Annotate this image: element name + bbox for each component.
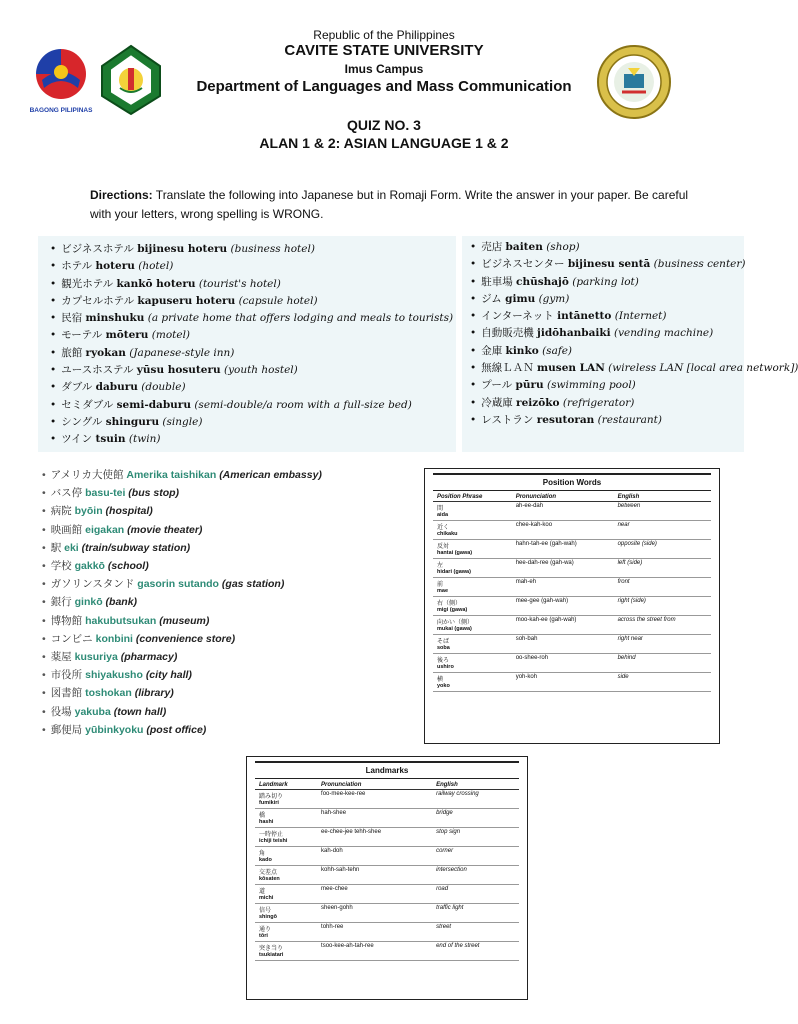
- romaji-term: kinko: [505, 344, 539, 357]
- kanji-term: 後ろ: [437, 658, 450, 664]
- japanese-term: 金庫: [481, 344, 503, 357]
- bagong-pilipinas-text: BAGONG PILIPINAS: [29, 107, 93, 114]
- english-meaning: (city hall): [145, 669, 192, 682]
- pronunciation-cell: tsoo-kee-ah-tah-ree: [317, 942, 432, 961]
- vocab-list-left: [38, 236, 456, 449]
- table-row: [255, 885, 519, 904]
- list-item: [50, 276, 456, 293]
- english-meaning: (refrigerator): [562, 396, 635, 409]
- romaji-term: hoteru: [95, 260, 135, 273]
- romaji-term: pūru: [515, 379, 544, 392]
- table-row: [433, 540, 711, 559]
- romaji-term: minshuku: [85, 312, 145, 325]
- pronunciation-cell: foo-mee-kee-ree: [317, 790, 432, 809]
- term-cell: [255, 904, 317, 923]
- romaji-term: bijinesu sentā: [567, 258, 651, 271]
- list-item: [50, 258, 456, 275]
- romaji-term: byōin: [74, 505, 103, 518]
- list-item: [42, 666, 322, 684]
- romaji-term: mukai (gawa): [437, 626, 472, 632]
- table-row: [433, 521, 711, 540]
- english-meaning: (American embassy): [219, 469, 322, 481]
- english-cell: end of the street: [432, 942, 519, 961]
- list-item: [42, 502, 322, 520]
- romaji-term: mae: [437, 588, 449, 594]
- japanese-term: アメリカ大使館: [50, 469, 124, 481]
- kanji-term: 角: [259, 851, 266, 857]
- japanese-term: プール: [481, 379, 513, 392]
- english-meaning: (museum): [159, 614, 210, 627]
- romaji-term: yūbinkyoku: [85, 723, 144, 736]
- pronunciation-cell: ah-ee-dah: [512, 502, 614, 521]
- list-item: [42, 521, 322, 539]
- english-meaning: (motel): [151, 329, 191, 342]
- english-meaning: (gas station): [221, 578, 285, 591]
- kanji-term: 横: [437, 677, 444, 683]
- japanese-term: インターネット: [481, 310, 554, 323]
- japanese-term: カプセルホテル: [61, 294, 135, 307]
- english-meaning: (restaurant): [597, 413, 662, 426]
- directions: [90, 186, 690, 224]
- romaji-term: gasorin sutando: [137, 578, 219, 591]
- english-meaning: (library): [134, 687, 174, 700]
- romaji-term: fumikiri: [259, 800, 279, 806]
- course-title: ALAN 1 & 2: ASIAN LANGUAGE 1 & 2: [259, 135, 509, 151]
- term-cell: [433, 540, 512, 559]
- japanese-term: 旅館: [61, 346, 83, 359]
- list-item: [50, 397, 456, 414]
- japanese-term: 市役所: [50, 669, 83, 682]
- republic-line: Republic of the Philippines: [313, 28, 455, 42]
- english-cell: between: [614, 502, 711, 521]
- term-cell: [433, 673, 512, 692]
- kanji-term: 右（側）: [437, 601, 462, 607]
- japanese-term: ビジネスホテル: [61, 243, 134, 255]
- romaji-term: gakkō: [74, 560, 105, 573]
- japanese-term: 無線ＬＡＮ: [481, 362, 534, 375]
- list-item: [42, 575, 322, 593]
- english-meaning: (train/subway station): [81, 541, 191, 554]
- english-cell: bridge: [432, 809, 519, 828]
- term-cell: [255, 923, 317, 942]
- english-meaning: (tourist's hotel): [198, 277, 281, 290]
- romaji-term: konbini: [95, 632, 133, 645]
- romaji-term: baiten: [505, 241, 543, 253]
- list-item: [50, 345, 456, 362]
- list-item: [50, 310, 456, 327]
- romaji-term: mōteru: [105, 329, 149, 342]
- english-cell: traffic light: [432, 904, 519, 923]
- term-cell: [255, 885, 317, 904]
- japanese-term: 冷蔵庫: [481, 396, 513, 409]
- list-item: [42, 684, 322, 702]
- list-item: [42, 648, 322, 666]
- english-cell: side: [614, 673, 711, 692]
- english-meaning: (shop): [546, 241, 580, 253]
- pronunciation-cell: kohh-sah-tehn: [317, 866, 432, 885]
- japanese-term: 郵便局: [50, 723, 83, 736]
- english-cell: right near: [614, 635, 711, 654]
- pronunciation-cell: mee-gee (gah-wah): [512, 597, 614, 616]
- romaji-term: yoko: [437, 683, 450, 689]
- romaji-term: gimu: [505, 292, 536, 305]
- kanji-term: 橋: [259, 813, 266, 819]
- table-row: [433, 616, 711, 635]
- romaji-term: hidari (gawa): [437, 569, 471, 575]
- kanji-term: 突き当り: [259, 946, 284, 952]
- pronunciation-cell: chee-kah-koo: [512, 521, 614, 540]
- col-header: Pronunciation: [512, 493, 614, 502]
- romaji-term: basu-tei: [85, 487, 126, 500]
- romaji-term: hantai (gawa): [437, 550, 473, 556]
- table-row: [433, 559, 711, 578]
- table-row: [433, 578, 711, 597]
- table-row: [255, 923, 519, 942]
- english-cell: across the street from: [614, 616, 711, 635]
- english-meaning: (convenience store): [135, 632, 236, 645]
- japanese-term: 売店: [481, 241, 503, 253]
- pronunciation-cell: sheen-gohh: [317, 904, 432, 923]
- english-meaning: (capsule hotel): [238, 294, 318, 307]
- landmarks-table: [246, 756, 528, 1000]
- list-item: [50, 362, 456, 379]
- romaji-term: aida: [437, 512, 449, 518]
- table-row: [255, 809, 519, 828]
- japanese-term: 観光ホテル: [61, 277, 114, 290]
- romaji-term: kōsaten: [259, 876, 280, 882]
- list-item: [470, 360, 798, 377]
- english-meaning: (Internet): [614, 310, 667, 323]
- list-item: [470, 343, 744, 360]
- pronunciation-cell: mee-chee: [317, 885, 432, 904]
- term-cell: [255, 809, 317, 828]
- table-row: [255, 847, 519, 866]
- list-item: [42, 703, 322, 721]
- department-name: Department of Languages and Mass Communication: [196, 78, 572, 95]
- col-header: English: [614, 493, 711, 502]
- list-item: [470, 256, 744, 273]
- kanji-term: 通り: [259, 927, 272, 933]
- romaji-term: chūshajō: [516, 275, 569, 288]
- list-item: [42, 484, 322, 502]
- romaji-term: tsuin: [95, 433, 126, 446]
- romaji-term: bijinesu hoteru: [137, 243, 228, 255]
- list-item: [470, 291, 744, 308]
- japanese-term: 病院: [50, 505, 72, 518]
- table-row: [255, 790, 519, 809]
- vocab-list-right: [462, 236, 798, 429]
- english-meaning: (town hall): [113, 705, 167, 718]
- list-item: [50, 379, 456, 396]
- term-cell: [433, 616, 512, 635]
- pronunciation-cell: tohh-ree: [317, 923, 432, 942]
- japanese-term: ガソリンスタンド: [50, 578, 135, 591]
- english-meaning: (double): [141, 381, 186, 394]
- romaji-term: hashi: [259, 819, 274, 825]
- kanji-term: 間: [437, 506, 444, 512]
- table-row: [433, 597, 711, 616]
- english-meaning: (parking lot): [572, 275, 639, 288]
- list-item: [470, 412, 744, 429]
- english-cell: opposite (side): [614, 540, 711, 559]
- japanese-term: 映画館: [50, 523, 83, 536]
- pronunciation-cell: kah-doh: [317, 847, 432, 866]
- english-cell: left (side): [614, 559, 711, 578]
- english-meaning: (hotel): [138, 260, 174, 273]
- english-meaning: (gym): [538, 292, 570, 305]
- term-cell: [255, 828, 317, 847]
- english-cell: road: [432, 885, 519, 904]
- romaji-term: ushiro: [437, 664, 454, 670]
- english-cell: intersection: [432, 866, 519, 885]
- kanji-term: 交差点: [259, 870, 278, 876]
- japanese-term: ジム: [481, 292, 502, 305]
- japanese-term: 学校: [50, 560, 72, 573]
- pronunciation-cell: yoh-koh: [512, 673, 614, 692]
- english-meaning: (Japanese-style inn): [129, 346, 235, 359]
- romaji-term: shinguru: [105, 415, 160, 428]
- japanese-term: シングル: [61, 415, 103, 428]
- romaji-term: daburu: [95, 381, 138, 394]
- kanji-term: 向かい（側）: [437, 620, 474, 626]
- romaji-term: michi: [259, 895, 274, 901]
- table-row: [255, 866, 519, 885]
- romaji-term: toshokan: [85, 687, 132, 700]
- romaji-term: kado: [259, 857, 272, 863]
- list-item: [470, 308, 744, 325]
- vocab-panel-right: [462, 236, 798, 452]
- japanese-term: 図書館: [50, 687, 83, 700]
- japanese-term: 薬屋: [50, 651, 72, 664]
- quiz-title: QUIZ NO. 3: [347, 117, 421, 133]
- kanji-term: 反対: [437, 544, 450, 550]
- japanese-term: ツイン: [61, 433, 93, 446]
- japanese-term: コンビニ: [50, 632, 93, 645]
- campus-name: Imus Campus: [344, 62, 424, 76]
- romaji-term: jidōhanbaiki: [537, 327, 611, 340]
- japanese-term: 民宿: [61, 312, 83, 325]
- table-row: [433, 635, 711, 654]
- romaji-term: kusuriya: [74, 651, 118, 664]
- term-cell: [433, 521, 512, 540]
- english-cell: near: [614, 521, 711, 540]
- romaji-term: kankō hoteru: [116, 277, 196, 290]
- list-item: [50, 293, 456, 310]
- term-cell: [433, 502, 512, 521]
- kanji-term: 近く: [437, 525, 450, 531]
- kanji-term: 左: [437, 563, 444, 569]
- vocab-panel-left: [38, 236, 456, 452]
- pronunciation-cell: soh-bah: [512, 635, 614, 654]
- position-words-title: Position Words: [433, 473, 711, 491]
- romaji-term: tōri: [259, 933, 268, 939]
- romaji-term: yūsu hosuteru: [136, 364, 221, 377]
- kanji-term: 一時停止: [259, 832, 284, 838]
- list-item: [470, 239, 744, 256]
- list-item: [42, 557, 322, 575]
- romaji-term: reizōko: [516, 396, 560, 409]
- term-cell: [255, 866, 317, 885]
- english-meaning: (single): [162, 415, 203, 428]
- english-meaning: (wireless LAN [local area network]): [608, 362, 798, 375]
- english-meaning: (swimming pool): [547, 379, 636, 392]
- landmarks-title: Landmarks: [255, 761, 519, 779]
- romaji-term: eigakan: [85, 523, 125, 536]
- english-meaning: (semi-double/a room with a full-size bed): [194, 398, 412, 411]
- romaji-term: shingō: [259, 914, 278, 920]
- town-places-list: [42, 466, 322, 739]
- directions-text: Translate the following into Japanese but in Romaji Form. Write the answer in your paper. Be careful with your letters, wrong spelling is WRONG.: [90, 188, 689, 221]
- romaji-term: ichiji teishi: [259, 838, 288, 844]
- japanese-term: 自動販売機: [481, 327, 534, 340]
- list-item: [50, 414, 456, 431]
- table-row: [255, 942, 519, 961]
- english-cell: stop sign: [432, 828, 519, 847]
- term-cell: [255, 847, 317, 866]
- kanji-term: 踏み切り: [259, 794, 284, 800]
- english-cell: corner: [432, 847, 519, 866]
- term-cell: [255, 942, 317, 961]
- romaji-term: hakubutsukan: [85, 614, 157, 627]
- english-meaning: (post office): [146, 723, 207, 736]
- pronunciation-cell: moo-kah-ee (gah-wah): [512, 616, 614, 635]
- english-cell: behind: [614, 654, 711, 673]
- english-meaning: (bank): [105, 596, 138, 609]
- term-cell: [433, 578, 512, 597]
- term-cell: [433, 654, 512, 673]
- romaji-term: resutoran: [536, 413, 595, 426]
- list-item: [42, 612, 322, 630]
- english-cell: street: [432, 923, 519, 942]
- term-cell: [433, 635, 512, 654]
- list-item: [470, 274, 744, 291]
- english-cell: railway crossing: [432, 790, 519, 809]
- english-meaning: (youth hostel): [223, 364, 298, 377]
- english-cell: right (side): [614, 597, 711, 616]
- list-item: [470, 377, 744, 394]
- english-meaning: (pharmacy): [120, 651, 178, 664]
- romaji-term: semi-daburu: [116, 398, 191, 411]
- romaji-term: tsukiatari: [259, 952, 284, 958]
- col-header: English: [432, 781, 519, 790]
- english-meaning: (bus stop): [128, 487, 180, 500]
- pronunciation-cell: ee-chee-jee tehh-shee: [317, 828, 432, 847]
- romaji-term: migi (gawa): [437, 607, 468, 613]
- directions-label: Directions:: [90, 188, 153, 202]
- table-row: [255, 828, 519, 847]
- english-meaning: (twin): [128, 433, 161, 446]
- table-row: [255, 904, 519, 923]
- romaji-term: intānetto: [557, 310, 612, 323]
- romaji-term: Amerika taishikan: [126, 469, 217, 481]
- list-item: [42, 630, 322, 648]
- japanese-term: ホテル: [61, 260, 93, 273]
- kanji-term: 信号: [259, 908, 272, 914]
- list-item: [42, 466, 322, 484]
- english-meaning: (business hotel): [230, 243, 315, 255]
- romaji-term: ryokan: [85, 346, 126, 359]
- japanese-term: ビジネスセンター: [481, 258, 565, 271]
- term-cell: [433, 559, 512, 578]
- japanese-term: セミダブル: [61, 398, 114, 411]
- romaji-term: musen LAN: [537, 362, 605, 375]
- english-meaning: (a private home that offers lodging and meals to tourists): [147, 312, 454, 325]
- japanese-term: バス停: [50, 487, 83, 500]
- english-meaning: (hospital): [105, 505, 153, 518]
- list-item: [50, 241, 456, 258]
- list-item: [470, 325, 744, 342]
- list-item: [42, 539, 322, 557]
- table-row: [433, 673, 711, 692]
- pronunciation-cell: hahn-tah-ee (gah-wah): [512, 540, 614, 559]
- english-meaning: (movie theater): [127, 523, 203, 536]
- list-item: [42, 593, 322, 611]
- japanese-term: 博物館: [50, 614, 83, 627]
- romaji-term: soba: [437, 645, 450, 651]
- list-item: [50, 327, 456, 344]
- romaji-term: shiyakusho: [85, 669, 143, 682]
- position-words-table: [424, 468, 720, 744]
- university-name: CAVITE STATE UNIVERSITY: [284, 42, 484, 59]
- pronunciation-cell: mah-eh: [512, 578, 614, 597]
- col-header: Landmark: [255, 781, 317, 790]
- romaji-term: yakuba: [74, 705, 111, 718]
- english-cell: front: [614, 578, 711, 597]
- japanese-term: 銀行: [50, 596, 72, 609]
- table-row: [433, 654, 711, 673]
- pronunciation-cell: hah-shee: [317, 809, 432, 828]
- english-meaning: (vending machine): [614, 327, 714, 340]
- romaji-term: eki: [64, 541, 79, 554]
- col-header: Position Phrase: [433, 493, 512, 502]
- japanese-term: 役場: [50, 705, 72, 718]
- list-item: [470, 395, 744, 412]
- romaji-term: kapuseru hoteru: [137, 294, 236, 307]
- kanji-term: 道: [259, 889, 266, 895]
- japanese-term: 駅: [50, 541, 62, 554]
- term-cell: [255, 790, 317, 809]
- japanese-term: ダブル: [61, 381, 93, 394]
- kanji-term: そば: [437, 639, 450, 645]
- pronunciation-cell: oo-shee-roh: [512, 654, 614, 673]
- japanese-term: 駐車場: [481, 275, 513, 288]
- romaji-term: chikaku: [437, 531, 458, 537]
- japanese-term: レストラン: [481, 413, 534, 426]
- pronunciation-cell: hee-dah-ree (gah-wa): [512, 559, 614, 578]
- english-meaning: (business center): [653, 258, 746, 271]
- term-cell: [433, 597, 512, 616]
- english-meaning: (safe): [542, 344, 573, 357]
- kanji-term: 前: [437, 582, 444, 588]
- romaji-term: ginkō: [74, 596, 103, 609]
- list-item: [50, 431, 456, 448]
- japanese-term: ユースホステル: [61, 364, 134, 377]
- table-row: [433, 502, 711, 521]
- english-meaning: (school): [107, 560, 149, 573]
- col-header: Pronunciation: [317, 781, 432, 790]
- list-item: [42, 721, 322, 739]
- japanese-term: モーテル: [61, 329, 103, 342]
